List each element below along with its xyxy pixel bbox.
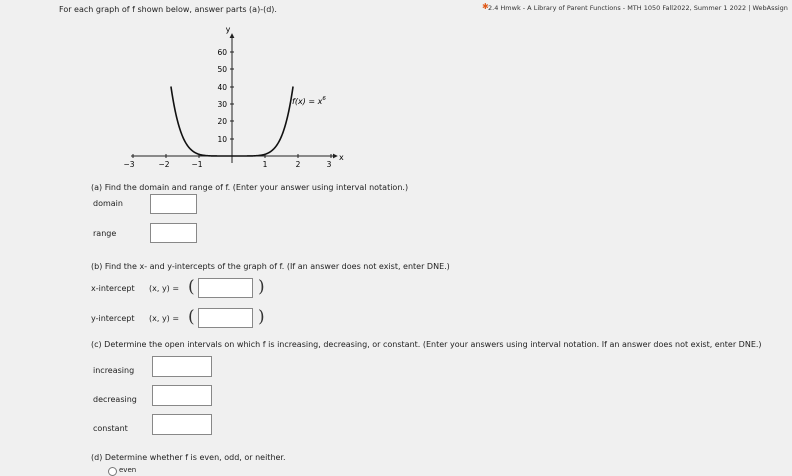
y-tick-label: 60 [217, 48, 227, 57]
domain-input[interactable] [150, 194, 197, 214]
y-tick-label: 30 [217, 100, 227, 109]
function-label: $f(x) = x^6$ [292, 96, 326, 106]
x-tick-label: −1 [191, 160, 203, 169]
part-b-question: (b) Find the x- and y-intercepts of the graph of f. (If an answer does not exist, enter DNE.) [91, 262, 450, 271]
x-intercept-label: x-intercept [91, 284, 135, 293]
coord-prefix: (x, y) = [149, 284, 180, 293]
increasing-label: increasing [93, 366, 135, 375]
part-c-question: (c) Determine the open intervals on which f is increasing, decreasing, or constant. (Enter your answers using interval notation. If an answer does not exist, enter DNE.) [91, 340, 762, 349]
function-graph [100, 18, 360, 178]
domain-label: domain [93, 199, 123, 208]
x-tick-label: 3 [326, 160, 332, 169]
even-option-label: even [119, 466, 137, 474]
x-tick-label: 1 [262, 160, 268, 169]
x-tick-label: −2 [158, 160, 170, 169]
x-tick-label: 2 [295, 160, 301, 169]
y-axis-label: y [225, 25, 231, 34]
y-tick-label: 10 [217, 135, 227, 144]
open-paren: ( [188, 277, 195, 297]
increasing-input[interactable] [152, 356, 212, 377]
x-axis-label: x [339, 153, 344, 162]
close-paren: ) [258, 277, 265, 297]
y-intercept-label: y-intercept [91, 314, 135, 323]
even-radio[interactable] [108, 467, 117, 476]
y-intercept-input[interactable] [198, 308, 253, 328]
part-a-question: (a) Find the domain and range of f. (Enter your answer using interval notation.) [91, 183, 409, 192]
range-input[interactable] [150, 223, 197, 243]
y-tick-label: 20 [217, 117, 227, 126]
x-intercept-input[interactable] [198, 278, 253, 298]
coord-prefix: (x, y) = [149, 314, 180, 323]
y-tick-label: 40 [217, 83, 227, 92]
star-icon: ✱ [482, 2, 489, 11]
x-tick-label: −3 [123, 160, 135, 169]
instructions: For each graph of f shown below, answer parts (a)-(d). [59, 5, 277, 14]
assignment-title: 2.4 Hmwk - A Library of Parent Functions - MTH 1050 Fall2022, Summer 1 2022 | WebAssign [488, 4, 788, 12]
decreasing-input[interactable] [152, 385, 212, 406]
open-paren: ( [188, 307, 195, 327]
close-paren: ) [258, 307, 265, 327]
constant-label: constant [93, 424, 128, 433]
part-d-question: (d) Determine whether f is even, odd, or neither. [91, 453, 286, 462]
constant-input[interactable] [152, 414, 212, 435]
y-tick-label: 50 [217, 65, 227, 74]
range-label: range [93, 229, 117, 238]
decreasing-label: decreasing [93, 395, 137, 404]
